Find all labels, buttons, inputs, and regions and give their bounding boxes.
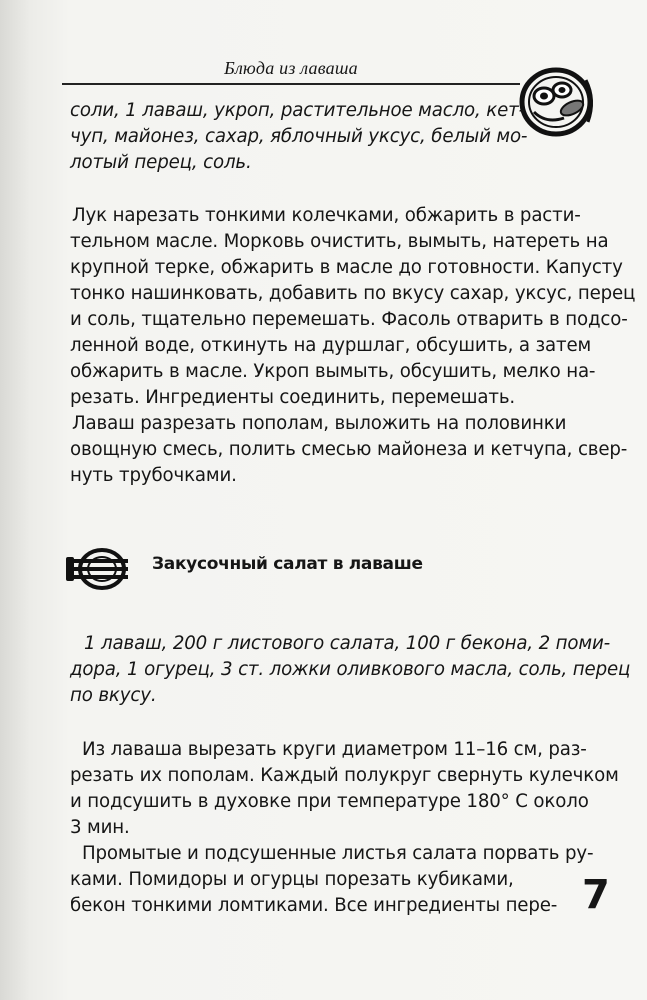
text-line: тонко нашинковать, добавить по вкусу сахар, уксус, перец	[70, 283, 636, 304]
text-line: тельном масле. Морковь очистить, вымыть, натереть на	[70, 231, 609, 252]
text-line: и подсушить в духовке при температуре 180° С около	[70, 791, 589, 812]
plate-cutlery-icon	[64, 545, 132, 593]
recipe-ingredients	[70, 631, 631, 709]
method-paragraph	[70, 841, 610, 919]
ingredients-line: лотый перец, соль.	[70, 152, 252, 173]
text-line: нуть трубочками.	[70, 465, 237, 486]
ingredients-line: соли, 1 лаваш, укроп, растительное масло, кет-	[70, 100, 526, 121]
text-line: бекон тонкими ломтиками. Все ингредиенты пере-	[70, 895, 558, 916]
method-paragraph	[70, 737, 619, 841]
text-line: крупной терке, обжарить в масле до готовности. Капусту	[70, 257, 623, 278]
text-line: овощную смесь, полить смесью майонеза и кетчупа, свер-	[70, 439, 628, 460]
text-line: и соль, тщательно перемешать. Фасоль отварить в подсо-	[70, 309, 628, 330]
method-paragraph	[70, 203, 636, 411]
ingredients-line: 1 лаваш, 200 г листового салата, 100 г бекона, 2 поми-	[84, 633, 611, 654]
text-line: Промытые и подсушенные листья салата порвать ру-	[82, 843, 594, 864]
running-header-title: Блюда из лаваша	[224, 58, 358, 78]
text-line: резать их пополам. Каждый полукруг свернуть кулечком	[70, 765, 619, 786]
ingredients-continued	[70, 98, 610, 176]
ingredients-line: по вкусу.	[70, 685, 157, 706]
text-line: Лаваш разрезать пополам, выложить на половинки	[72, 413, 567, 434]
text-line: ками. Помидоры и огурцы порезать кубиками,	[70, 869, 514, 890]
method-paragraph	[70, 411, 628, 489]
running-header	[62, 56, 520, 84]
text-line: обжарить в масле. Укроп вымыть, обсушить, мелко на-	[70, 361, 596, 382]
recipe-title: Закусочный салат в лаваше	[152, 554, 423, 574]
header-rule	[62, 83, 520, 85]
text-line: ленной воде, откинуть на дуршлаг, обсушить, а затем	[70, 335, 592, 356]
page-number: 7	[582, 872, 610, 918]
ingredients-line: чуп, майонез, сахар, яблочный уксус, белый мо-	[70, 126, 528, 147]
ingredients-line: дора, 1 огурец, 3 ст. ложки оливкового масла, соль, перец	[70, 659, 631, 680]
text-line: Лук нарезать тонкими колечками, обжарить в расти-	[72, 205, 581, 226]
text-line: резать. Ингредиенты соединить, перемешать.	[70, 387, 516, 408]
text-line: 3 мин.	[70, 817, 130, 838]
text-line: Из лаваша вырезать круги диаметром 11–16 см, раз-	[82, 739, 587, 760]
